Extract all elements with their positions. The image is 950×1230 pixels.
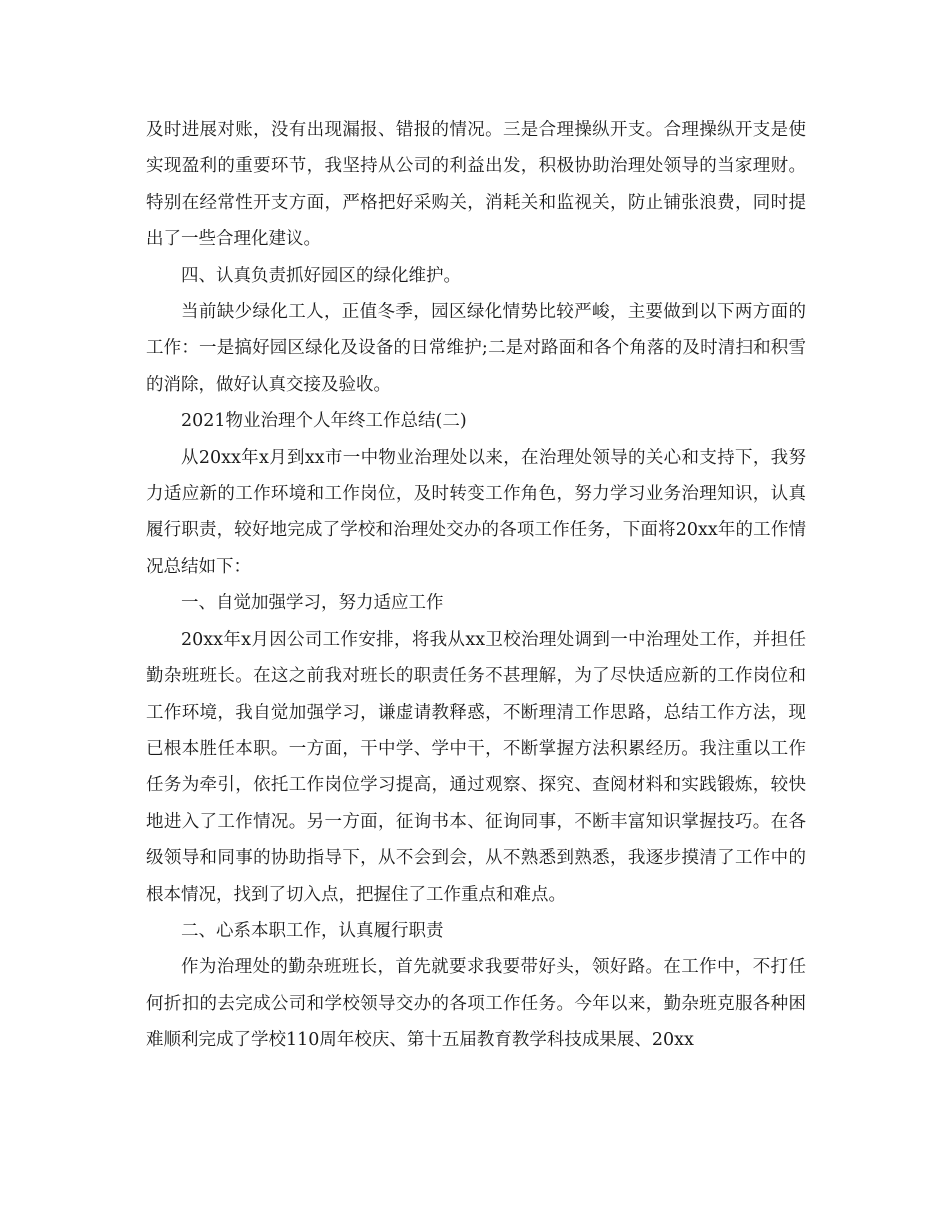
heading-section-2: 二、心系本职工作，认真履行职责 [181, 920, 444, 941]
paragraph-duties: 作为治理处的勤杂班班长，首先就要求我要带好头，领好路。在工作中，不打任何折扣的去完成公司和学校领导交办的各项工作任务。今年以来，勤杂班克服各种困难顺利完成了学校110周年校庆、第十五届教育教学科技成果展、20xx [146, 957, 806, 1051]
heading-section-1: 一、自觉加强学习，努力适应工作 [181, 593, 444, 614]
document-body [146, 112, 806, 1059]
paragraph-learning: 20xx年x月因公司工作安排，将我从xx卫校治理处调到一中治理处工作，并担任勤杂班班长。在这之前我对班长的职责任务不甚理解，为了尽快适应新的工作岗位和工作环境，我自觉加强学习，谦虚请教释惑，不断理清工作思路，总结工作方法，现已根本胜任本职。一方面，干中学、学中干，不断掌握方法积累经历。我注重以工作任务为牵引，依托工作岗位学习提高，通过观察、探究、查阅材料和实践锻炼，较快地进入了工作情况。另一方面，征询书本、征询同事，不断丰富知识掌握技巧。在各级领导和同事的协助指导下，从不会到会，从不熟悉到熟悉，我逐步摸清了工作中的根本情况，找到了切入点，把握住了工作重点和难点。 [146, 629, 806, 905]
paragraph-1: 及时进展对账，没有出现漏报、错报的情况。三是合理操纵开支。合理操纵开支是使实现盈利的重要环节，我坚持从公司的利益出发，积极协助治理处领导的当家理财。特别在经常性开支方面，严格把好采购关，消耗关和监视关，防止铺张浪费，同时提出了一些合理化建议。 [146, 120, 806, 250]
paragraph-intro: 从20xx年x月到xx市一中物业治理处以来，在治理处领导的关心和支持下，我努力适应新的工作环境和工作岗位，及时转变工作角色，努力学习业务治理知识，认真履行职责，较好地完成了学校和治理处交办的各项工作任务，下面将20xx年的工作情况总结如下： [146, 447, 806, 577]
paragraph-greening: 当前缺少绿化工人，正值冬季，园区绿化情势比较严峻，主要做到以下两方面的工作：一是搞好园区绿化及设备的日常维护;二是对路面和各个角落的及时清扫和积雪的消除，做好认真交接及验收。 [146, 302, 806, 395]
heading-section-4: 四、认真负责抓好园区的绿化维护。 [181, 265, 461, 286]
heading-summary-2: 2021物业治理个人年终工作总结(二) [181, 411, 467, 432]
